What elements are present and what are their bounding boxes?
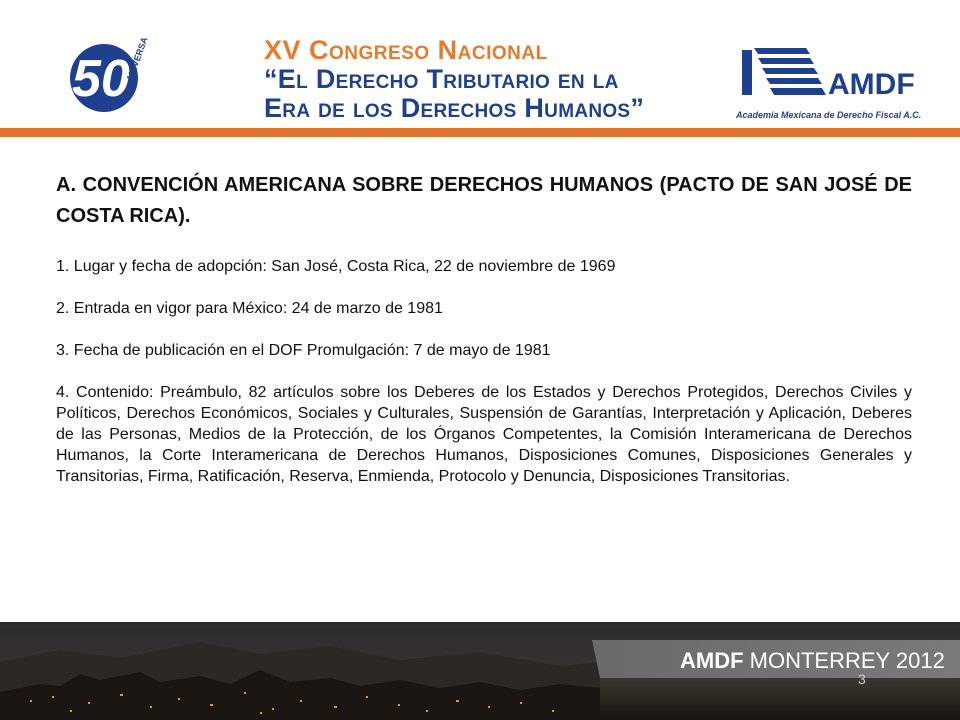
congress-title-line3: Era de los Derechos Humanos” [264,93,645,123]
city-skyline-image [0,622,960,720]
amdf-stripes-icon [742,48,826,95]
congress-title [264,36,694,123]
amdf-logo-text: AMDF [828,68,915,101]
congress-title-line1: XV Congreso Nacional [264,35,548,65]
slide-content [56,170,912,508]
amdf-subtitle: Academia Mexicana de Derecho Fiscal A.C. [736,110,922,120]
slide-heading: A. CONVENCIÓN AMERICANA SOBRE DERECHOS HUMANOS (PACTO DE SAN JOSÉ DE COSTA RICA). [56,174,912,227]
list-item: 2. Entrada en vigor para México: 24 de marzo de 1981 [56,300,443,317]
header-divider [0,128,960,137]
anniversary-label: ANIVERSARIO [124,38,156,83]
footer-banner [0,622,960,720]
footer-banner-text [680,648,945,673]
congress-title-line2: “El Derecho Tributario en la [264,64,619,94]
slide-header [0,0,960,130]
footer-location: MONTERREY 2012 [743,648,945,673]
footer-brand: AMDF [680,648,744,673]
anniversary-logo [66,38,176,123]
list-item: 3. Fecha de publicación en el DOF Promulgación: 7 de mayo de 1981 [56,342,551,359]
anniversary-number: 50 [72,50,130,108]
list-item: 4. Contenido: Preámbulo, 82 artículos sobre los Deberes de los Estados y Derechos Protegidos, Derechos Civiles y Políticos, Derechos Económicos, Sociales y Culturales, Suspensión de Garantías, Interpretación y Aplicación, Deberes de las Personas, Medios de la Protección, de los Órganos Competentes, la Comisión Interamericana de Derechos Humanos, la Corte Interamericana de Derechos Humanos, Disposiciones Comunes, Disposiciones Generales y Transitorias, Firma, Ratificación, Reserva, Enmienda, Protocolo y Denuncia, Disposiciones Transitorias. [56,384,912,485]
list-item: 1. Lugar y fecha de adopción: San José, Costa Rica, 22 de noviembre de 1969 [56,258,616,275]
page-number: 3 [858,671,866,687]
